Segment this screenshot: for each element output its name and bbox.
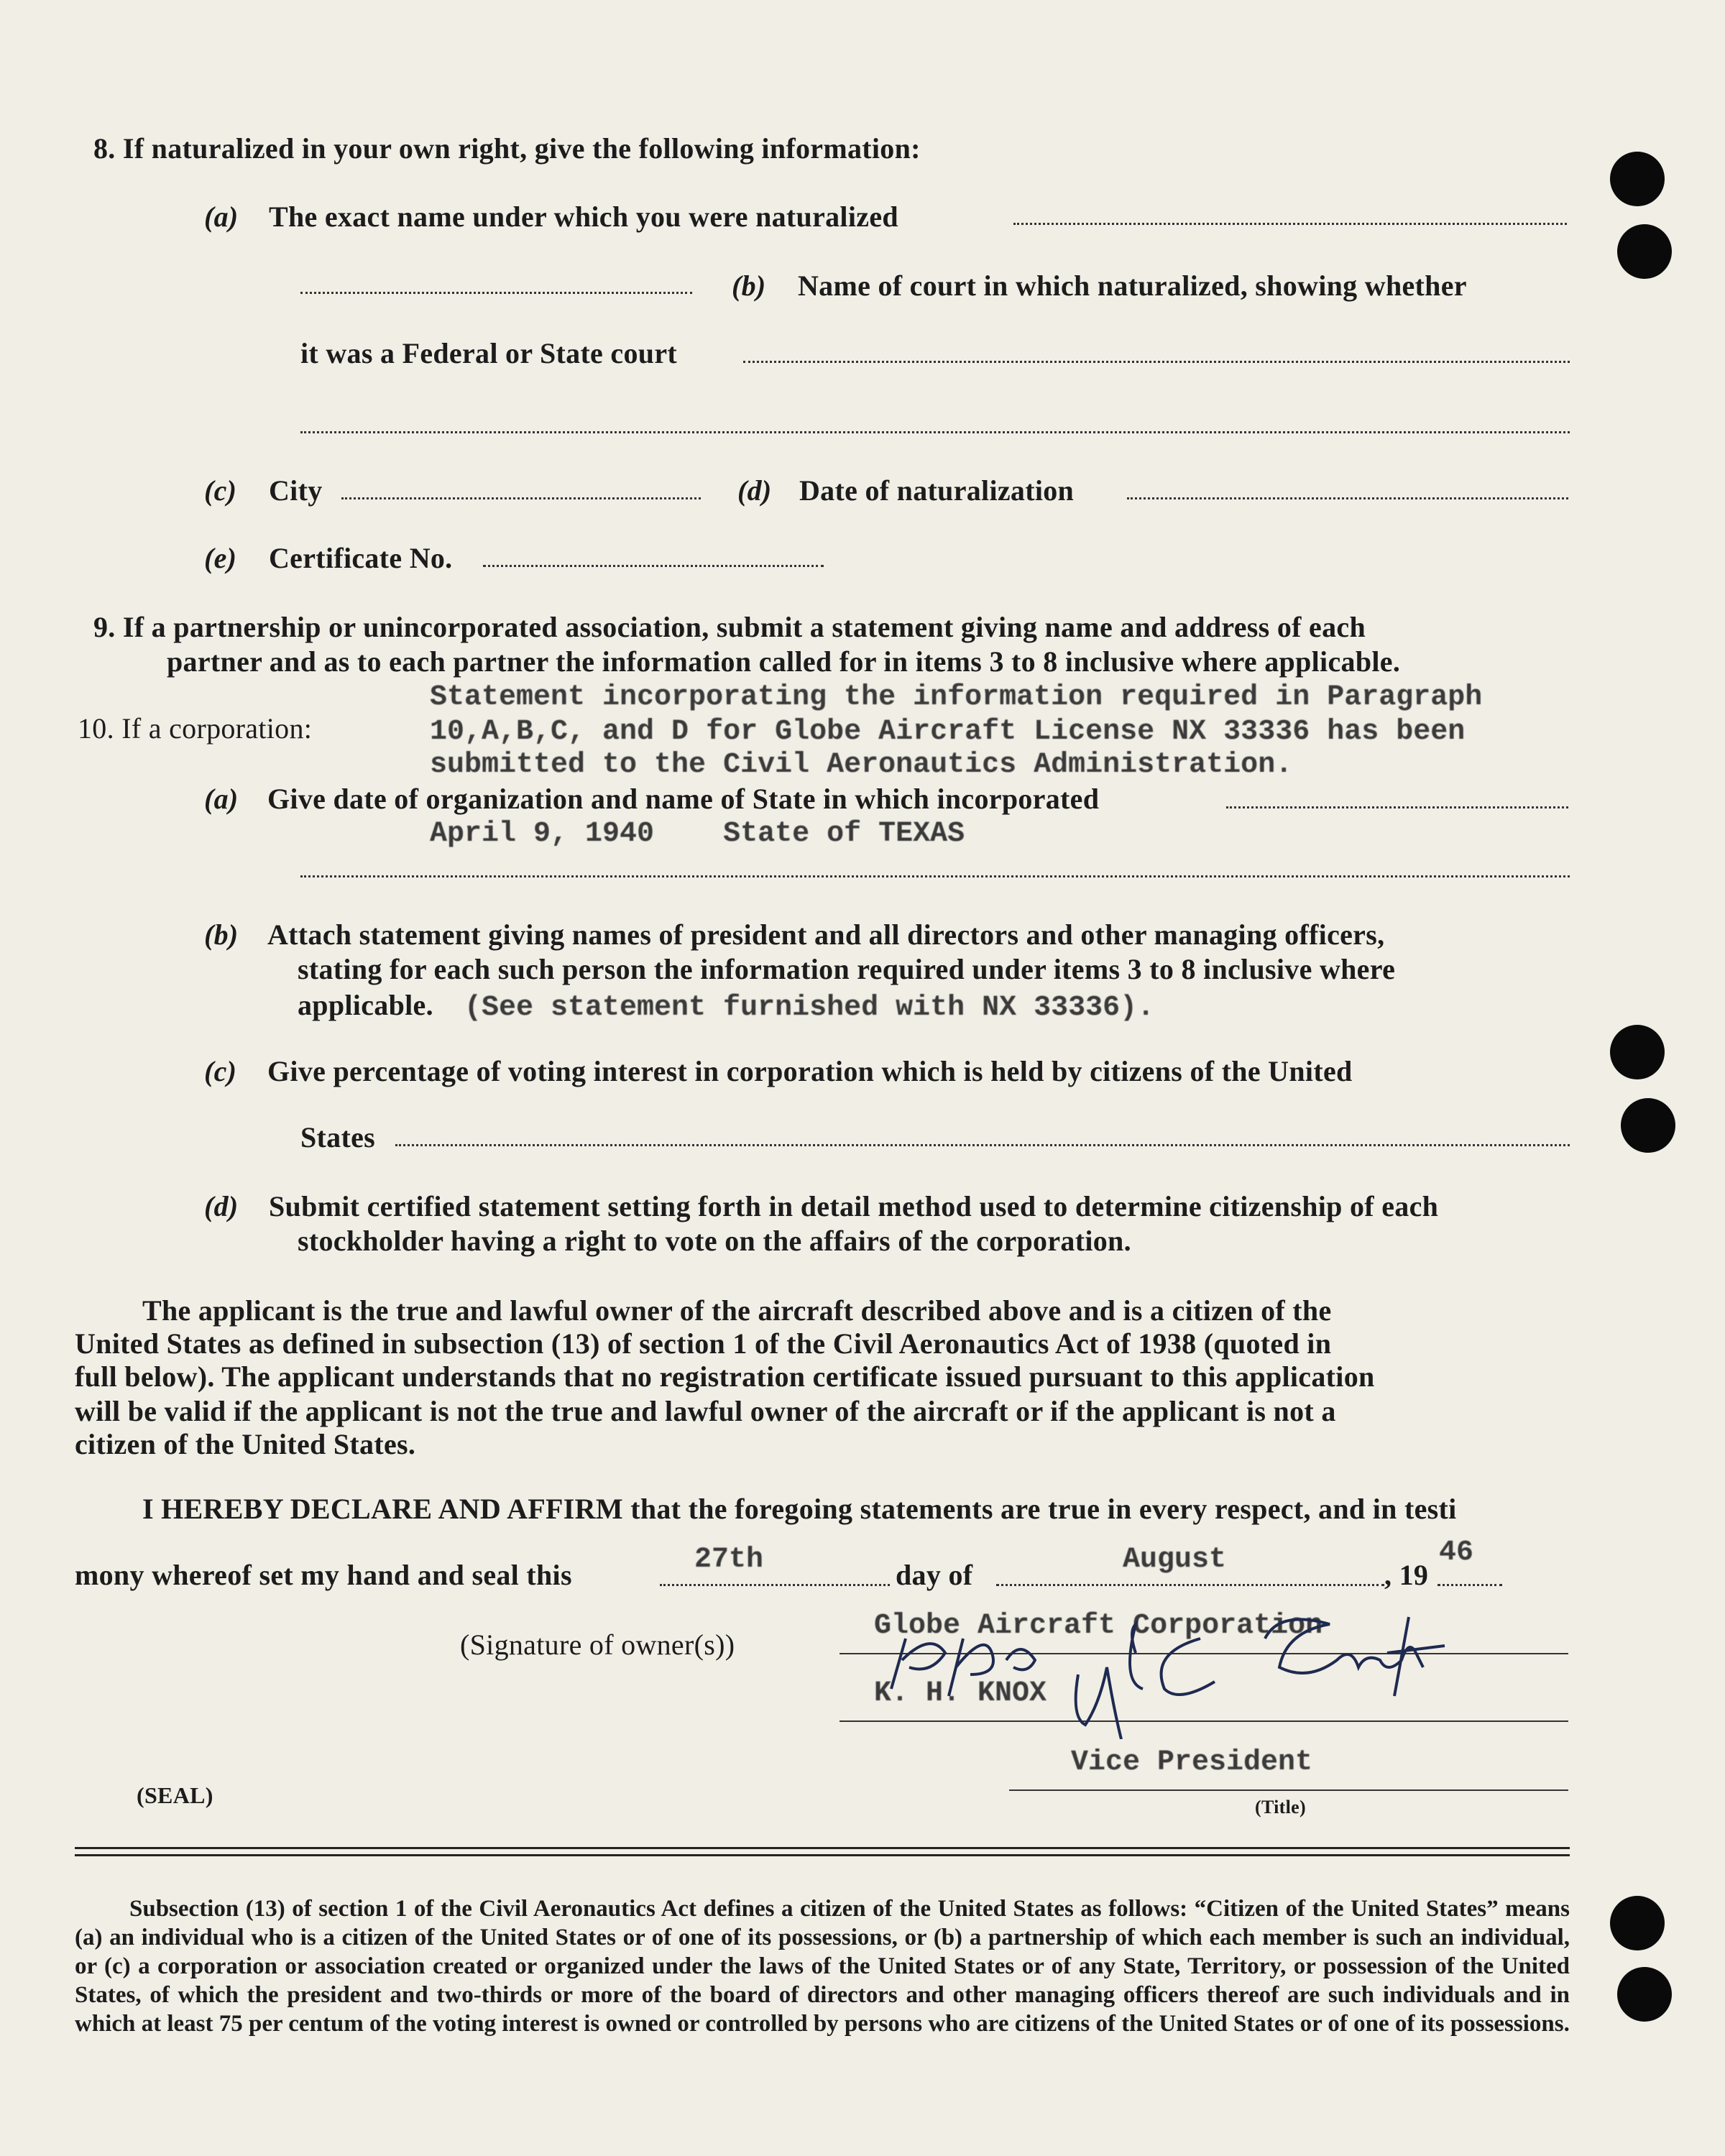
punch-hole <box>1610 1025 1665 1079</box>
title-field[interactable] <box>1009 1789 1568 1791</box>
item8-c-label: (c) <box>204 474 237 507</box>
organization-date-field[interactable] <box>1226 806 1568 808</box>
item8-d-label: (d) <box>737 474 772 507</box>
court-field[interactable] <box>743 361 1570 363</box>
month-field[interactable] <box>996 1584 1384 1586</box>
item8-d-text: Date of naturalization <box>799 474 1075 507</box>
punch-hole <box>1617 1967 1672 2022</box>
item8-b-label: (b) <box>732 270 766 302</box>
declaration-line: will be valid if the applicant is not the true and lawful owner of the aircraft or if the applicant is not a <box>75 1395 1336 1427</box>
signature-label: (Signature of owner(s)) <box>460 1628 735 1661</box>
year-value[interactable]: 46 <box>1439 1537 1474 1569</box>
organization-date-value[interactable]: April 9, 1940 State of TEXAS <box>430 818 965 850</box>
item8-b-text: Name of court in which naturalized, showing whether <box>798 270 1467 302</box>
punch-hole <box>1621 1098 1675 1153</box>
typed-statement-line: Statement incorporating the information required in Paragraph <box>430 681 1483 714</box>
item10-a-text: Give date of organization and name of State in which incorporated <box>267 783 1100 815</box>
affirm-line2-prefix: mony whereof set my hand and seal this <box>75 1559 572 1591</box>
voting-interest-field[interactable] <box>395 1144 1570 1146</box>
naturalized-name-field-cont[interactable] <box>300 292 692 294</box>
item10-a-label: (a) <box>204 783 239 815</box>
company-name: Globe Aircraft Corporation <box>874 1610 1323 1642</box>
declaration-line: citizen of the United States. <box>75 1428 416 1460</box>
item10-b-line: stating for each such person the information required under items 3 to 8 inclusive where <box>298 953 1396 985</box>
punch-hole <box>1617 224 1672 279</box>
declaration-line: United States as defined in subsection (13) of section 1 of the Civil Aeronautics Act of 1938 (quoted in <box>75 1327 1332 1360</box>
year-prefix: , 19 <box>1384 1559 1429 1591</box>
item10-c-text2: States <box>300 1121 376 1153</box>
typed-signer-name: K. H. KNOX <box>874 1677 1047 1710</box>
typed-statement-line: submitted to the Civil Aeronautics Administration. <box>430 749 1293 781</box>
punch-hole <box>1610 152 1665 206</box>
item8-e-label: (e) <box>204 542 237 574</box>
item10-d-line: stockholder having a right to vote on the affairs of the corporation. <box>298 1225 1131 1257</box>
naturalization-date-field[interactable] <box>1127 497 1568 499</box>
title-label: (Title) <box>1255 1797 1306 1818</box>
certificate-field[interactable] <box>483 565 824 567</box>
signer-title-value: Vice President <box>1071 1746 1313 1779</box>
item9-line2: partner and as to each partner the information called for in items 3 to 8 inclusive where applicable. <box>167 645 1401 678</box>
item9-line1: 9. If a partnership or unincorporated association, submit a statement giving name and address of each <box>93 611 1366 643</box>
item10-b-line: applicable. <box>298 989 433 1021</box>
naturalized-name-field[interactable] <box>1013 223 1567 225</box>
affirm-line1: I HEREBY DECLARE AND AFFIRM that the foregoing statements are true in every respect, and in testi <box>142 1493 1457 1525</box>
item10-heading: 10. If a corporation: <box>78 712 313 745</box>
item10-c-text: Give percentage of voting interest in corporation which is held by citizens of the United <box>267 1055 1353 1087</box>
seal-label: (SEAL) <box>137 1782 213 1808</box>
day-value[interactable]: 27th <box>694 1544 764 1576</box>
declaration-line: full below). The applicant understands that no registration certificate issued pursuant to this application <box>75 1360 1375 1393</box>
city-field[interactable] <box>341 497 701 499</box>
declaration-line: The applicant is the true and lawful owner of the aircraft described above and is a citizen of the <box>142 1294 1332 1327</box>
item8-heading: 8. If naturalized in your own right, give the following information: <box>93 132 921 165</box>
item8-e-text: Certificate No. <box>269 542 453 574</box>
court-field-cont[interactable] <box>300 431 1570 433</box>
item10-c-label: (c) <box>204 1055 237 1087</box>
divider <box>75 1847 1570 1849</box>
organization-date-field-cont[interactable] <box>300 875 1570 877</box>
item10-b-label: (b) <box>204 918 239 951</box>
year-field[interactable] <box>1438 1584 1502 1586</box>
footnote: Subsection (13) of section 1 of the Civil Aeronautics Act defines a citizen of the United States as follows: “Citizen of the United States” means (a) an individual who is a citizen of the United States or of one of its possessions, or (b) a partnership of which each member is such an individual, or (c) a corporation or association created or organized under the laws of the United States or of any State, Territory, or possession of the United States, of which the president and two-thirds or more of the board of directors and other managing officers thereof are such individuals and in which at least 75 per centum of the voting interest is owned or controlled by persons who are citizens of the United States or of one of its possessions. <box>75 1896 1570 2037</box>
day-field[interactable] <box>660 1584 890 1586</box>
divider <box>75 1854 1570 1856</box>
handwritten-signature <box>862 1595 1545 1739</box>
item10-b-line: Attach statement giving names of president and all directors and other managing officers, <box>267 918 1385 951</box>
item8-b-text2: it was a Federal or State court <box>300 337 677 369</box>
item8-c-text: City <box>269 474 323 507</box>
item10-b-typed: (See statement furnished with NX 33336). <box>464 992 1155 1024</box>
day-of-label: day of <box>896 1559 973 1591</box>
month-value[interactable]: August <box>1123 1544 1227 1576</box>
punch-hole <box>1610 1896 1665 1950</box>
typed-statement-line: 10,A,B,C, and D for Globe Aircraft License NX 33336 has been <box>430 716 1466 748</box>
item10-d-line: Submit certified statement setting forth in detail method used to determine citizenship of each <box>269 1190 1439 1222</box>
item8-a-text: The exact name under which you were naturalized <box>269 201 898 233</box>
item10-d-label: (d) <box>204 1190 239 1222</box>
item8-a-label: (a) <box>204 201 239 233</box>
